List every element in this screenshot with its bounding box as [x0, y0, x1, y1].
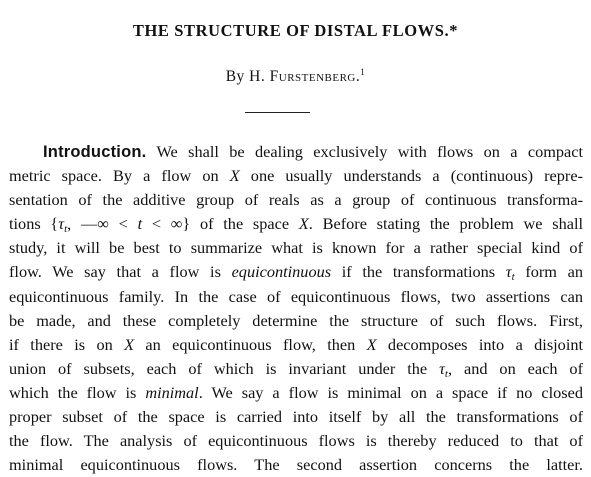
text-segment: t	[64, 223, 68, 236]
text-line	[9, 140, 583, 164]
text-segment: minimal	[145, 382, 199, 402]
text-segment: < ∞} of the space	[142, 214, 299, 234]
text-line	[9, 309, 583, 333]
text-segment: X	[298, 214, 309, 234]
text-line	[9, 453, 583, 477]
text-line	[9, 429, 583, 453]
text-segment: study, it will be best to summarize what is known for a rather special kind of	[9, 238, 583, 258]
text-segment: τ	[58, 214, 65, 234]
text-segment: τ	[439, 358, 445, 378]
title-divider	[245, 112, 310, 113]
text-segment: τ	[505, 262, 512, 282]
text-segment: X	[124, 334, 135, 354]
text-segment: , —∞ <	[67, 214, 138, 234]
text-segment: if the transformations	[331, 262, 506, 282]
text-segment: proper subset of the space is carried into itself by all the transformations of	[9, 407, 583, 427]
text-segment: minimal equicontinuous flows. The second assertion concerns the latter.	[9, 455, 583, 475]
text-segment: decomposes into a disjoint	[376, 334, 584, 354]
text-segment: form an	[514, 262, 584, 282]
text-line	[9, 405, 583, 429]
section-heading: Introduction.	[43, 143, 147, 161]
text-segment: X	[366, 334, 377, 354]
text-segment: We shall be dealing exclusively with flows on a compact	[146, 142, 583, 161]
introduction-paragraph	[9, 140, 583, 477]
text-line	[9, 285, 583, 309]
text-segment: flow. We say that a flow is	[9, 262, 232, 282]
author-byline	[0, 67, 591, 86]
text-segment: which the flow is	[9, 382, 146, 402]
text-segment: one usually understands a (continuous) repre-	[239, 166, 583, 186]
text-segment: sentation of the additive group of reals as a group of continuous transforma-	[9, 190, 583, 210]
text-segment: equicontinuous	[231, 262, 332, 282]
text-segment: be made, and these completely determine the structure of such flows. First,	[9, 310, 583, 330]
text-line	[9, 212, 583, 236]
text-segment: . We say a flow is minimal on a space if no closed	[198, 382, 583, 402]
author-name: Furstenberg.	[269, 68, 361, 85]
text-line	[9, 260, 583, 284]
text-segment: the flow. The analysis of equicontinuous flows is thereby reduced to that of	[9, 431, 583, 451]
text-line	[9, 188, 583, 212]
text-line	[9, 381, 583, 405]
text-segment: t	[511, 271, 515, 284]
text-segment: metric space. By a flow on	[9, 166, 230, 186]
text-segment: t	[444, 367, 448, 380]
text-segment: t	[137, 214, 143, 234]
text-segment: an equicontinuous flow, then	[134, 334, 367, 354]
text-segment: equicontinuous family. In the case of equicontinuous flows, two assertions can	[9, 286, 583, 306]
text-segment: tions {	[9, 214, 59, 234]
text-segment: X	[229, 166, 240, 186]
text-line	[9, 357, 583, 381]
text-line	[9, 333, 583, 357]
byline-prefix: By H.	[225, 68, 266, 85]
author-footnote-marker: 1	[360, 67, 366, 77]
paper-title: THE STRUCTURE OF DISTAL FLOWS.*	[132, 21, 459, 40]
text-segment: if there is on	[9, 334, 125, 354]
text-line	[9, 236, 583, 260]
text-line	[9, 164, 583, 188]
text-segment: union of subsets, each of which is invariant under the	[9, 358, 440, 378]
text-segment: , and on each of	[447, 358, 583, 378]
text-segment: . Before stating the problem we shall	[308, 214, 583, 234]
